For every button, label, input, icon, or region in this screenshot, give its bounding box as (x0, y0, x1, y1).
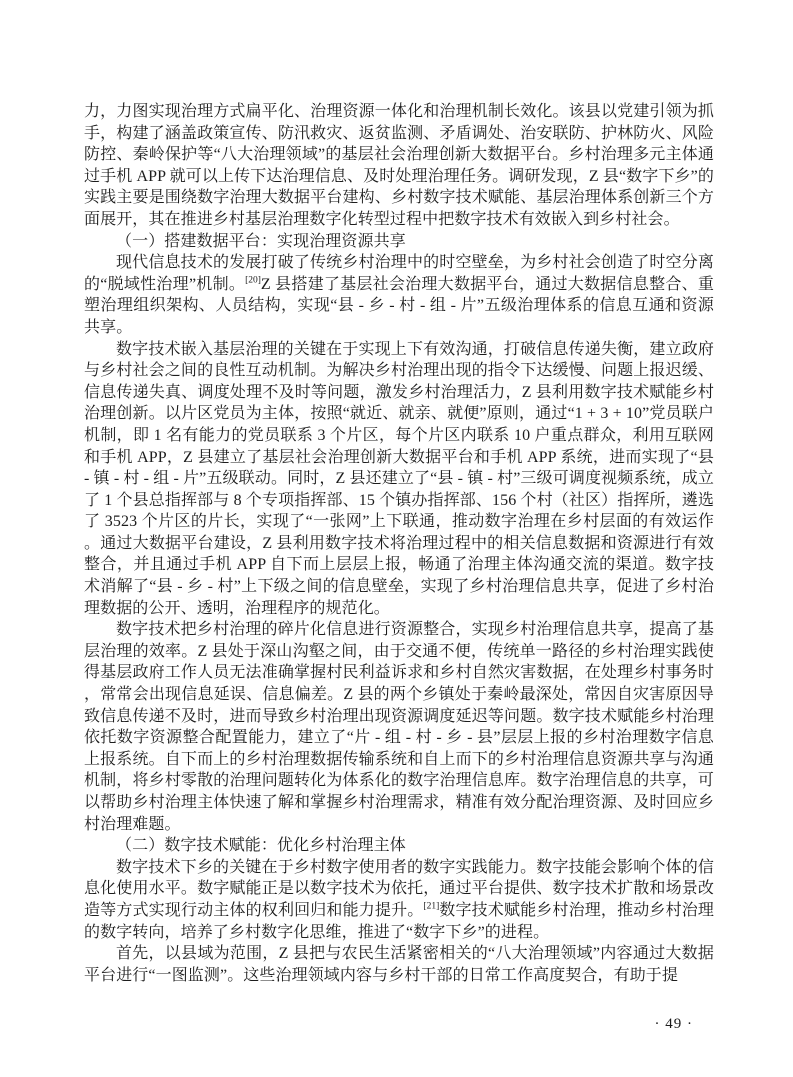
text-run: 数字技术下乡的关键在于乡村数字使用者的数字实践能力。数字技能会影响个体的信息化使用水平。数字赋能正是以数字技术为依托，通过平台提供、数字技术扩散和场景改造等方式实现行动主体的权利回归和能力提升。 (84, 858, 714, 919)
citation-marker: [20] (245, 275, 261, 286)
text-run: 数字技术把乡村治理的碎片化信息进行资源整合，实现乡村治理信息共享，提高了基层治理的效率。Z 县处于深山沟壑之间，由于交通不便，传统单一路径的乡村治理实践使得基层政府工作人员无法准确掌握村民利益诉求和乡村自然灾害数据，在处理乡村事务时，常常会出现信息延误、信息偏差。Z 县的两个乡镇处于秦岭最深处，常因自灾害原因导致信息传递不及时，进而导致乡村治理出现资源调度延迟等问题。数字技术赋能乡村治理依托数字资源整合配置能力，建立了“片 - 组 - 村 - 乡 - 县”层层上报的乡村治理数字信息上报系统。自下而上的乡村治理数据传输系统和自上而下的乡村治理信息资源共享与沟通机制，将乡村零散的治理问题转化为体系化的数字治理信息库。数字治理信息的共享，可以帮助乡村治理主体快速了解和掌握乡村治理需求，精准有效分配治理资源、及时回应乡村治理难题。 (84, 621, 714, 833)
section-heading (84, 231, 714, 253)
text-run: 现代信息技术的发展打破了传统乡村治理中的时空壁垒，为乡村社会创造了时空分离的“脱域性治理”机制。 (84, 254, 714, 293)
section-heading (84, 835, 714, 857)
paragraph (84, 943, 714, 986)
paragraph (84, 857, 714, 943)
text-run: Z 县搭建了基层社会治理大数据平台，通过大数据信息整合、重塑治理组织架构、人员结构，实现“县 - 乡 - 村 - 组 - 片”五级治理体系的信息互通和资源共享。 (84, 275, 714, 336)
paragraph (84, 619, 714, 835)
text-run: 数字技术赋能乡村治理，推动乡村治理的数字转向，培养了乡村数字化思维，推进了“数字下乡”的进程。 (84, 901, 714, 941)
paragraph (84, 252, 714, 338)
text-run: 数字技术嵌入基层治理的关键在于实现上下有效沟通，打破信息传递失衡，建立政府与乡村社会之间的良性互动机制。为解决乡村治理出现的指令下达缓慢、问题上报迟缓、信息传递失真、调度处理不及时等问题，激发乡村治理活力，Z 县利用数字技术赋能乡村治理创新。以片区党员为主体，按照“就近、就亲、就便”原则，通过“1 + 3 + 10”党员联户机制，即 1 名有能力的党员联系 3 个片区，每个片区内联系 10 户重点群众，利用互联网和手机 APP，Z 县建立了基层社会治理创新大数据平台和手机 APP 系统，进而实现了“县 - 镇 - 村 - 组 - 片”五级联动。同时，Z 县还建立了“县 - 镇 - 村”三级可调度视频系统，成立了 1 个县总指挥部与 8 个专项指挥部、15 个镇办指挥部、156 个村（社区）指挥所，遴选了 3523 个片区的片长，实现了“一张网”上下联通，推动数字治理在乡村层面的有效运作。通过大数据平台建设，Z 县利用数字技术将治理过程中的相关信息数据和资源进行有效整合，并且通过手机 APP 自下而上层层上报，畅通了治理主体沟通交流的渠道。数字技术消解了“县 - 乡 - 村”上下级之间的信息壁垒，实现了乡村治理信息共享，促进了乡村治理数据的公开、透明，治理程序的规范化。 (84, 340, 714, 617)
text-run: 首先，以县域为范围，Z 县把与农民生活紧密相关的“八大治理领域”内容通过大数据平台进行“一图监测”。这些治理领域内容与乡村干部的日常工作高度契合，有助于提 (84, 945, 714, 984)
text-run: （二）数字技术赋能：优化乡村治理主体 (116, 837, 406, 855)
page-number: · 49 · (654, 1016, 693, 1032)
text-run: 力，力图实现治理方式扁平化、治理资源一体化和治理机制长效化。该县以党建引领为抓手，构建了涵盖政策宣传、防汛救灾、返贫监测、矛盾调处、治安联防、护林防火、风险防控、秦岭保护等“八大治理领域”的基层社会治理创新大数据平台。乡村治理多元主体通过手机 APP 就可以上传下达治理信息、及时处理治理任务。调研发现，Z 县“数字下乡”的实践主要是围绕数字治理大数据平台建构、乡村数字技术赋能、基层治理体系创新三个方面展开，其在推进乡村基层治理数字化转型过程中把数字技术有效嵌入到乡村社会。 (84, 103, 714, 228)
document-body (84, 101, 714, 986)
text-run: （一）搭建数据平台：实现治理资源共享 (116, 232, 406, 250)
citation-marker: [21] (423, 901, 440, 912)
paragraph (84, 339, 714, 620)
paragraph (84, 101, 714, 231)
